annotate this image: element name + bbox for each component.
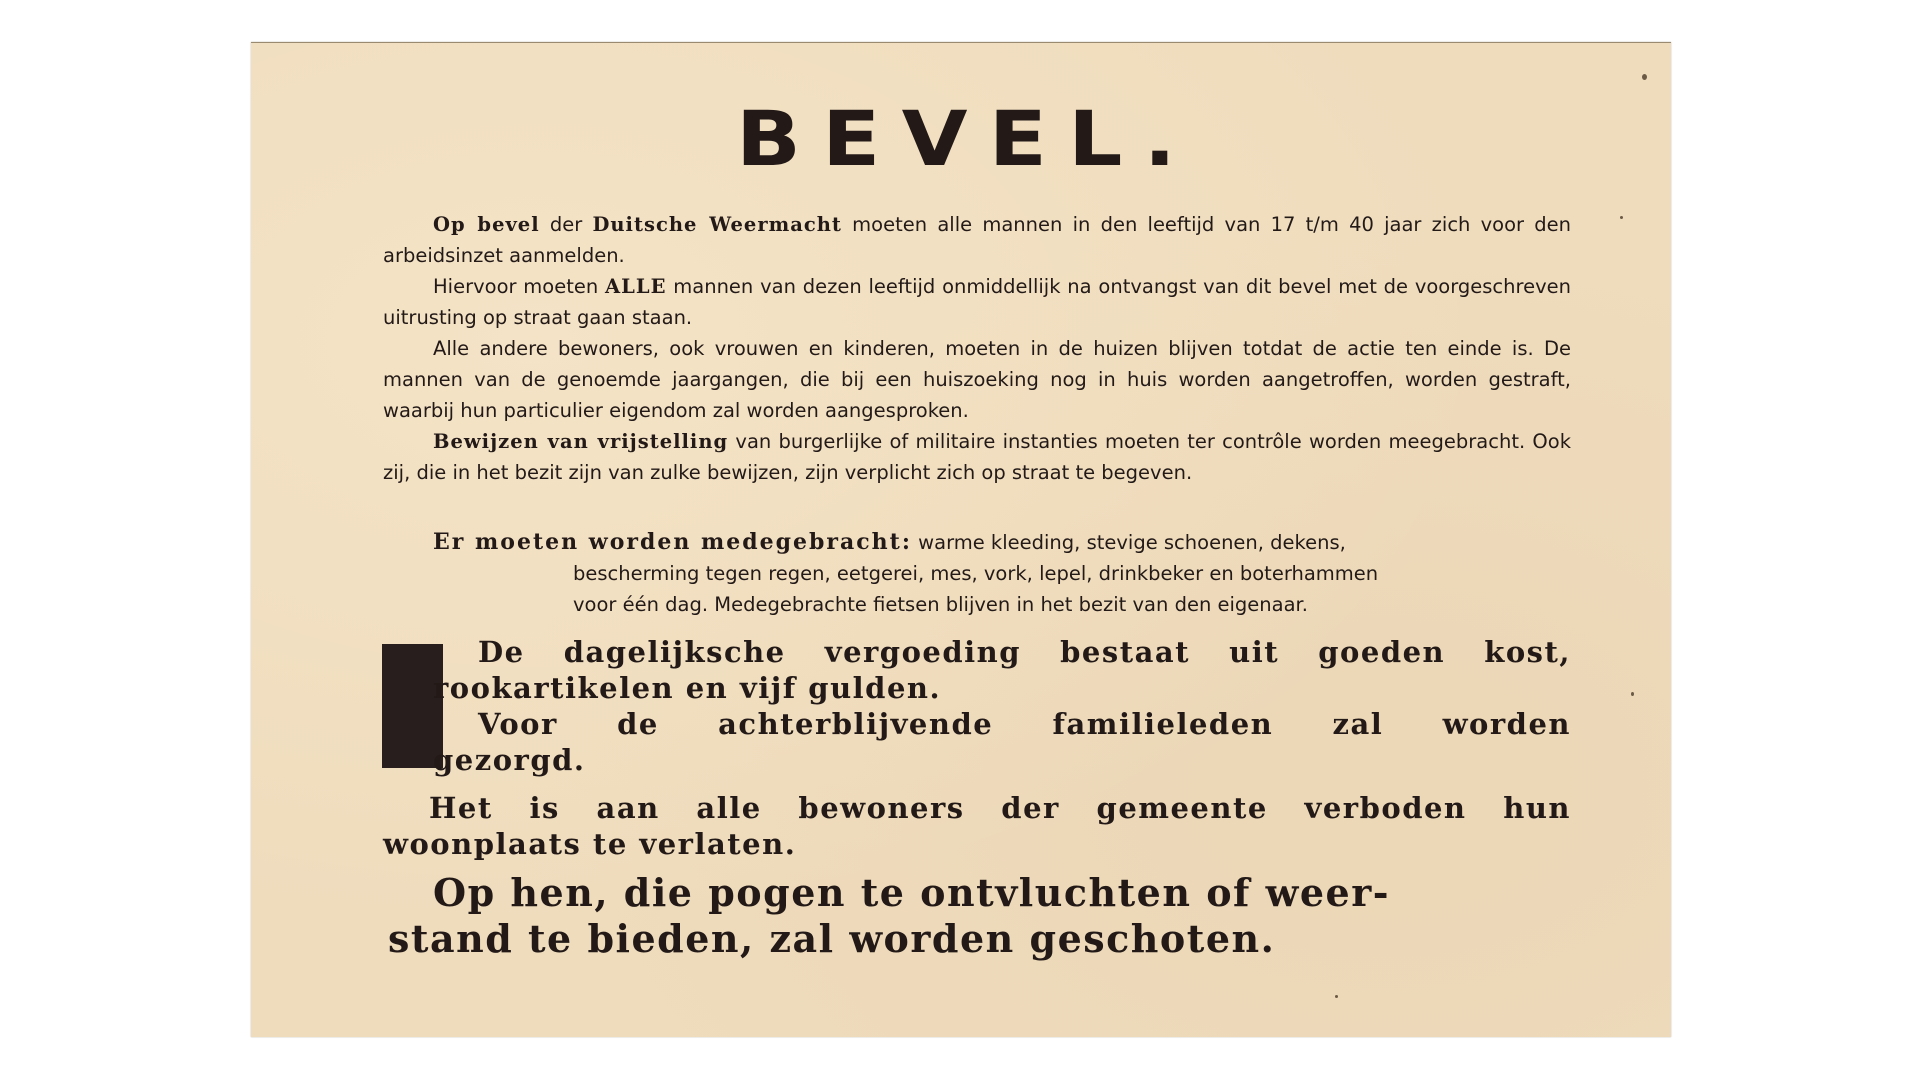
items-line-2: bescherming tegen regen, eetgerei, mes, vork, lepel, drinkbeker en boterhammen	[573, 562, 1379, 585]
text: van burgerlijke of militaire instanties moeten ter contrôle worden meegebracht. Ook zij, die in het bezit zijn van zulke bewijzen, zijn verplicht zich op straat te begeven.	[383, 430, 1571, 484]
forbid-text: Het is aan alle bewoners der gemeente verboden hun woonplaats te verlaten.	[383, 791, 1571, 861]
bold-weermacht: Duitsche Weermacht	[592, 213, 842, 236]
text: Alle andere bewoners, ook vrouwen en kinderen, moeten in de huizen blijven totdat de actie ten einde is. De mannen van de genoemde jaargangen, die bij een huiszoeking nog in huis worden aangetroffen, worden gestraft, waarbij hun particulier eigendom zal worden aangesproken.	[383, 337, 1571, 422]
bold-alle: ALLE	[605, 275, 667, 298]
text: Hiervoor moeten	[433, 275, 606, 298]
bold-bewijzen: Bewijzen van vrijstelling	[433, 430, 729, 453]
paper-speck	[1620, 216, 1623, 219]
paragraph-other-residents	[383, 333, 1571, 426]
paper-speck	[1631, 692, 1634, 696]
compensation-line-1: De dagelijksche vergoeding bestaat uit goeden kost,	[478, 635, 1571, 669]
text: moeten alle mannen in den leeftijd van 17 t/m 40 jaar zich voor den arbeidsinzet aanmelden.	[383, 213, 1571, 267]
paper-speck	[1642, 74, 1647, 80]
paragraph-order	[383, 209, 1571, 271]
compensation-line-4: gezorgd.	[433, 743, 586, 777]
compensation-block	[433, 634, 1571, 778]
bold-op-bevel: Op bevel	[433, 213, 540, 236]
items-heading: Er moeten worden medegebracht:	[433, 529, 912, 555]
items-to-bring	[433, 527, 1571, 620]
paper-speck	[1335, 995, 1338, 998]
paragraph-all-men	[383, 271, 1571, 333]
text: mannen van dezen leeftijd onmiddellijk na ontvangst van dit bevel met de voorgeschreven uitrusting op straat gaan staan.	[383, 275, 1571, 329]
items-line-1: warme kleeding, stevige schoenen, dekens,	[911, 531, 1346, 554]
compensation-line-2: rookartikelen en vijf gulden.	[433, 671, 942, 705]
text: der	[539, 213, 593, 236]
warning-line-2: stand te bieden, zal worden geschoten.	[388, 916, 1276, 961]
forbid-paragraph	[383, 790, 1571, 862]
items-line-3: voor één dag. Medegebrachte fietsen blijven in het bezit van den eigenaar.	[573, 593, 1308, 616]
paragraph-exemptions	[383, 426, 1571, 488]
warning-paragraph	[388, 870, 1568, 962]
warning-line-1: Op hen, die pogen te ontvluchten of weer-	[433, 870, 1390, 915]
poster-title: BEVEL.	[736, 94, 1198, 183]
compensation-line-3: Voor de achterblijvende familieleden zal worden	[478, 707, 1571, 741]
